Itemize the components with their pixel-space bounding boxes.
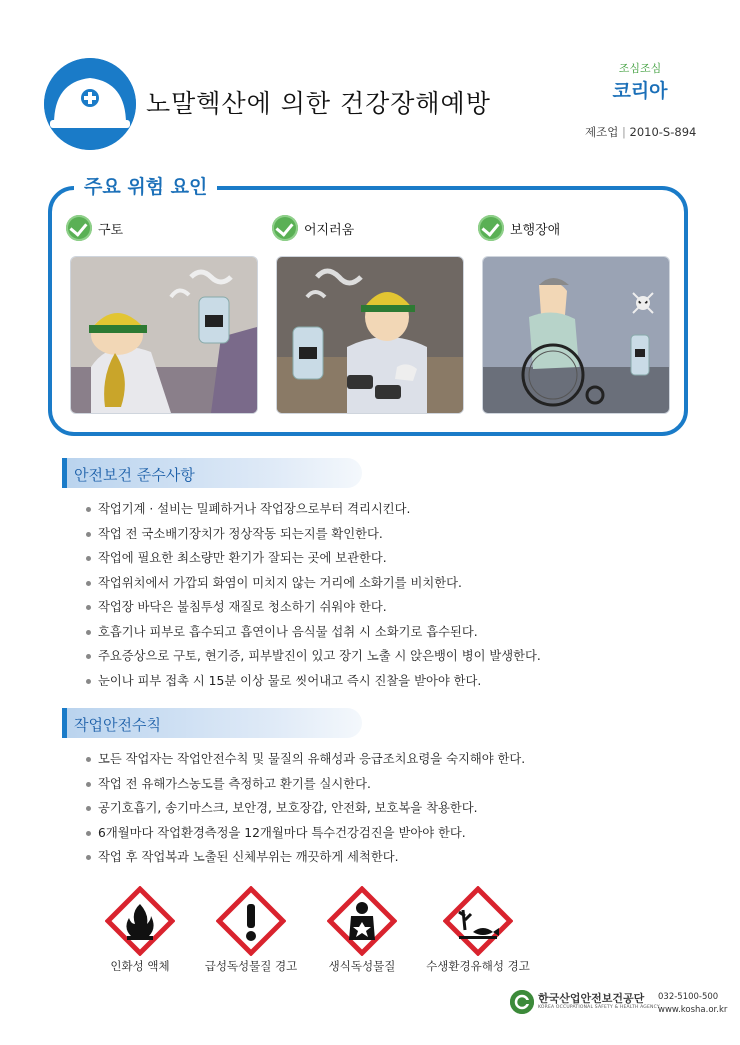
flame-icon bbox=[105, 886, 175, 956]
check-icon bbox=[66, 215, 92, 241]
kosha-logo-icon bbox=[510, 990, 534, 1014]
list-item: 작업 후 작업복과 노출된 신체부위는 깨끗하게 세척한다. bbox=[86, 845, 525, 870]
risk-label: 어지러움 bbox=[304, 222, 355, 238]
helmet-icon bbox=[44, 58, 136, 150]
code-number: 2010-S-894 bbox=[629, 125, 697, 139]
list-item: 작업에 필요한 최소량만 환기가 잘되는 곳에 보관한다. bbox=[86, 546, 541, 571]
illustration-dizziness bbox=[276, 256, 464, 414]
pictogram-label: 수생환경유해성 경고 bbox=[426, 959, 530, 973]
list-item: 작업 전 국소배기장치가 정상작동 되는지를 확인한다. bbox=[86, 522, 541, 547]
section-title: 작업안전수칙 bbox=[74, 716, 161, 734]
list-item: 호흡기나 피부로 흡수되고 흡연이나 음식물 섭취 시 소화기로 흡수된다. bbox=[86, 620, 541, 645]
org-english-name: KOREA OCCUPATIONAL SAFETY & HEALTH AGENCY bbox=[538, 1005, 660, 1010]
environment-icon bbox=[443, 886, 513, 956]
list-item: 작업장 바닥은 불침투성 재질로 청소하기 쉬워야 한다. bbox=[86, 595, 541, 620]
section-header-work-rules bbox=[62, 708, 362, 738]
list-item: 모든 작업자는 작업안전수칙 및 물질의 유해성과 응급조치요령을 숙지해야 한다. bbox=[86, 747, 525, 772]
illustration-gait-disorder bbox=[482, 256, 670, 414]
pictogram-label: 생식독성물질 bbox=[328, 959, 396, 973]
illustration-vomiting bbox=[70, 256, 258, 414]
health-hazard-icon bbox=[327, 886, 397, 956]
pictogram-label: 급성독성물질 경고 bbox=[204, 959, 298, 973]
list-item: 작업기계 · 설비는 밀폐하거나 작업장으로부터 격리시킨다. bbox=[86, 497, 541, 522]
check-icon bbox=[478, 215, 504, 241]
org-website: www.kosha.or.kr bbox=[658, 1005, 728, 1015]
risk-item-gait-disorder bbox=[478, 216, 560, 240]
risk-label: 구토 bbox=[98, 222, 124, 238]
risk-label: 보행장애 bbox=[510, 222, 561, 238]
health-rules-list bbox=[86, 497, 541, 693]
logo-main-text: 코리아 bbox=[612, 80, 668, 102]
org-phone: 032-5100-500 bbox=[658, 992, 719, 1002]
list-item: 작업 전 유해가스농도를 측정하고 환기를 실시한다. bbox=[86, 772, 525, 797]
section-title: 안전보건 준수사항 bbox=[74, 466, 195, 484]
pictogram-label: 인화성 액체 bbox=[110, 959, 170, 973]
list-item: 6개월마다 작업환경측정을 12개월마다 특수건강검진을 받아야 한다. bbox=[86, 821, 525, 846]
section-header-health-rules bbox=[62, 458, 362, 488]
list-item: 공기호흡기, 송기마스크, 보안경, 보호장갑, 안전화, 보호복을 착용한다. bbox=[86, 796, 525, 821]
work-rules-list bbox=[86, 747, 525, 870]
list-item: 작업위치에서 가깝되 화염이 미치지 않는 거리에 소화기를 비치한다. bbox=[86, 571, 541, 596]
exclamation-icon bbox=[216, 886, 286, 956]
check-icon bbox=[272, 215, 298, 241]
code-prefix: 제조업 bbox=[585, 125, 619, 139]
campaign-logo bbox=[600, 58, 680, 120]
document-code bbox=[585, 124, 696, 140]
list-item: 주요증상으로 구토, 현기증, 피부발진이 있고 장기 노출 시 앉은뱅이 병이 발생한다. bbox=[86, 644, 541, 669]
risk-factors-title: 주요 위험 요인 bbox=[74, 172, 217, 199]
page-title: 노말헥산에 의한 건강장해예방 bbox=[146, 89, 491, 118]
logo-tagline: 조심조심 bbox=[618, 62, 662, 75]
risk-item-vomiting bbox=[66, 216, 123, 240]
org-name: 한국산업안전보건공단 bbox=[538, 992, 645, 1005]
code-divider: | bbox=[621, 125, 630, 139]
risk-item-dizziness bbox=[272, 216, 354, 240]
list-item: 눈이나 피부 접촉 시 15분 이상 물로 씻어내고 즉시 진찰을 받아야 한다. bbox=[86, 669, 541, 694]
